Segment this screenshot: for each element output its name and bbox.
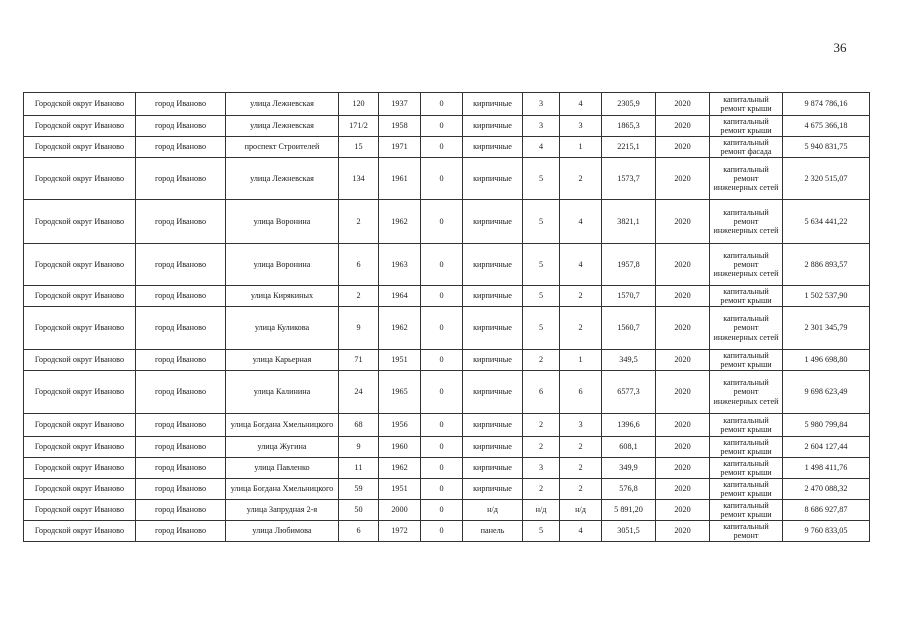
municipality-cell: Городской округ Иваново — [24, 244, 136, 286]
table-row — [24, 307, 870, 350]
cost-cell: 2 301 345,79 — [783, 307, 870, 350]
plan-year-cell: 2020 — [656, 307, 710, 350]
entrances-cell: 2 — [560, 307, 602, 350]
house-number-cell: 2 — [339, 200, 379, 244]
area-cell: 1560,7 — [602, 307, 656, 350]
wall-material-cell: кирпичные — [463, 158, 523, 200]
house-number-cell: 11 — [339, 458, 379, 479]
zero-value-cell: 0 — [421, 200, 463, 244]
house-number-cell: 24 — [339, 371, 379, 414]
city-cell: город Иваново — [136, 500, 226, 521]
plan-year-cell: 2020 — [656, 479, 710, 500]
street-cell: улица Воронина — [226, 200, 339, 244]
entrances-cell: 2 — [560, 286, 602, 307]
cost-cell: 8 686 927,87 — [783, 500, 870, 521]
area-cell: 2215,1 — [602, 137, 656, 158]
zero-value-cell: 0 — [421, 244, 463, 286]
street-cell: улица Любимова — [226, 521, 339, 542]
wall-material-cell: панель — [463, 521, 523, 542]
city-cell: город Иваново — [136, 286, 226, 307]
floors-cell: 2 — [523, 437, 560, 458]
plan-year-cell: 2020 — [656, 521, 710, 542]
floors-cell: 5 — [523, 200, 560, 244]
city-cell: город Иваново — [136, 350, 226, 371]
zero-value-cell: 0 — [421, 371, 463, 414]
municipality-cell: Городской округ Иваново — [24, 286, 136, 307]
house-number-cell: 2 — [339, 286, 379, 307]
cost-cell: 2 604 127,44 — [783, 437, 870, 458]
floors-cell: 3 — [523, 93, 560, 116]
house-number-cell: 50 — [339, 500, 379, 521]
city-cell: город Иваново — [136, 93, 226, 116]
plan-year-cell: 2020 — [656, 244, 710, 286]
cost-cell: 9 698 623,49 — [783, 371, 870, 414]
area-cell: 349,5 — [602, 350, 656, 371]
work-type-cell: капитальный ремонт крыши — [710, 93, 783, 116]
work-type-cell: капитальный ремонт крыши — [710, 350, 783, 371]
city-cell: город Иваново — [136, 244, 226, 286]
municipality-cell: Городской округ Иваново — [24, 93, 136, 116]
housing-repair-table — [23, 92, 870, 542]
street-cell: проспект Строителей — [226, 137, 339, 158]
cost-cell: 5 940 831,75 — [783, 137, 870, 158]
work-type-cell: капитальный ремонт инженерных сетей — [710, 244, 783, 286]
table-row — [24, 93, 870, 116]
plan-year-cell: 2020 — [656, 200, 710, 244]
wall-material-cell: кирпичные — [463, 200, 523, 244]
table-row — [24, 437, 870, 458]
municipality-cell: Городской округ Иваново — [24, 350, 136, 371]
table-row — [24, 414, 870, 437]
floors-cell: 2 — [523, 350, 560, 371]
street-cell: улица Калинина — [226, 371, 339, 414]
area-cell: 1865,3 — [602, 116, 656, 137]
wall-material-cell: кирпичные — [463, 458, 523, 479]
year-built-cell: 1962 — [379, 458, 421, 479]
wall-material-cell: кирпичные — [463, 137, 523, 158]
year-built-cell: 1963 — [379, 244, 421, 286]
year-built-cell: 1965 — [379, 371, 421, 414]
entrances-cell: 3 — [560, 116, 602, 137]
wall-material-cell: кирпичные — [463, 350, 523, 371]
table-row — [24, 350, 870, 371]
page-number: 36 — [833, 40, 847, 55]
house-number-cell: 59 — [339, 479, 379, 500]
area-cell: 1396,6 — [602, 414, 656, 437]
entrances-cell: н/д — [560, 500, 602, 521]
floors-cell: 3 — [523, 458, 560, 479]
city-cell: город Иваново — [136, 307, 226, 350]
table-row — [24, 500, 870, 521]
plan-year-cell: 2020 — [656, 137, 710, 158]
work-type-cell: капитальный ремонт крыши — [710, 437, 783, 458]
city-cell: город Иваново — [136, 371, 226, 414]
plan-year-cell: 2020 — [656, 437, 710, 458]
city-cell: город Иваново — [136, 521, 226, 542]
municipality-cell: Городской округ Иваново — [24, 137, 136, 158]
area-cell: 349,9 — [602, 458, 656, 479]
house-number-cell: 68 — [339, 414, 379, 437]
work-type-cell: капитальный ремонт крыши — [710, 286, 783, 307]
floors-cell: 3 — [523, 116, 560, 137]
year-built-cell: 1962 — [379, 200, 421, 244]
work-type-cell: капитальный ремонт инженерных сетей — [710, 200, 783, 244]
house-number-cell: 9 — [339, 437, 379, 458]
cost-cell: 1 496 698,80 — [783, 350, 870, 371]
street-cell: улица Жугина — [226, 437, 339, 458]
zero-value-cell: 0 — [421, 158, 463, 200]
floors-cell: 5 — [523, 286, 560, 307]
entrances-cell: 6 — [560, 371, 602, 414]
city-cell: город Иваново — [136, 458, 226, 479]
zero-value-cell: 0 — [421, 500, 463, 521]
house-number-cell: 71 — [339, 350, 379, 371]
year-built-cell: 2000 — [379, 500, 421, 521]
plan-year-cell: 2020 — [656, 500, 710, 521]
plan-year-cell: 2020 — [656, 414, 710, 437]
city-cell: город Иваново — [136, 200, 226, 244]
work-type-cell: капитальный ремонт крыши — [710, 116, 783, 137]
year-built-cell: 1960 — [379, 437, 421, 458]
year-built-cell: 1958 — [379, 116, 421, 137]
cost-cell: 1 498 411,76 — [783, 458, 870, 479]
year-built-cell: 1951 — [379, 479, 421, 500]
area-cell: 608,1 — [602, 437, 656, 458]
entrances-cell: 4 — [560, 200, 602, 244]
cost-cell: 2 320 515,07 — [783, 158, 870, 200]
city-cell: город Иваново — [136, 437, 226, 458]
zero-value-cell: 0 — [421, 93, 463, 116]
table-row — [24, 116, 870, 137]
cost-cell: 1 502 537,90 — [783, 286, 870, 307]
street-cell: улица Лежневская — [226, 93, 339, 116]
entrances-cell: 4 — [560, 93, 602, 116]
floors-cell: н/д — [523, 500, 560, 521]
work-type-cell: капитальный ремонт крыши — [710, 479, 783, 500]
municipality-cell: Городской округ Иваново — [24, 521, 136, 542]
table-row — [24, 458, 870, 479]
street-cell: улица Лежневская — [226, 116, 339, 137]
wall-material-cell: н/д — [463, 500, 523, 521]
wall-material-cell: кирпичные — [463, 93, 523, 116]
plan-year-cell: 2020 — [656, 350, 710, 371]
zero-value-cell: 0 — [421, 286, 463, 307]
house-number-cell: 134 — [339, 158, 379, 200]
table-body — [24, 93, 870, 542]
plan-year-cell: 2020 — [656, 458, 710, 479]
table-row — [24, 200, 870, 244]
street-cell: улица Павленко — [226, 458, 339, 479]
plan-year-cell: 2020 — [656, 286, 710, 307]
house-number-cell: 15 — [339, 137, 379, 158]
wall-material-cell: кирпичные — [463, 286, 523, 307]
work-type-cell: капитальный ремонт крыши — [710, 458, 783, 479]
zero-value-cell: 0 — [421, 521, 463, 542]
floors-cell: 5 — [523, 158, 560, 200]
entrances-cell: 3 — [560, 414, 602, 437]
cost-cell: 9 874 786,16 — [783, 93, 870, 116]
municipality-cell: Городской округ Иваново — [24, 437, 136, 458]
area-cell: 1573,7 — [602, 158, 656, 200]
street-cell: улица Богдана Хмельницкого — [226, 414, 339, 437]
municipality-cell: Городской округ Иваново — [24, 158, 136, 200]
entrances-cell: 4 — [560, 244, 602, 286]
house-number-cell: 6 — [339, 244, 379, 286]
table-row — [24, 286, 870, 307]
street-cell: улица Карьерная — [226, 350, 339, 371]
street-cell: улица Кирякиных — [226, 286, 339, 307]
table-row — [24, 371, 870, 414]
street-cell: улица Воронина — [226, 244, 339, 286]
floors-cell: 2 — [523, 414, 560, 437]
municipality-cell: Городской округ Иваново — [24, 371, 136, 414]
zero-value-cell: 0 — [421, 307, 463, 350]
zero-value-cell: 0 — [421, 350, 463, 371]
municipality-cell: Городской округ Иваново — [24, 479, 136, 500]
floors-cell: 4 — [523, 137, 560, 158]
house-number-cell: 9 — [339, 307, 379, 350]
year-built-cell: 1962 — [379, 307, 421, 350]
wall-material-cell: кирпичные — [463, 244, 523, 286]
cost-cell: 5 980 799,84 — [783, 414, 870, 437]
year-built-cell: 1972 — [379, 521, 421, 542]
work-type-cell: капитальный ремонт инженерных сетей — [710, 158, 783, 200]
floors-cell: 2 — [523, 479, 560, 500]
floors-cell: 6 — [523, 371, 560, 414]
area-cell: 1570,7 — [602, 286, 656, 307]
table-row — [24, 137, 870, 158]
municipality-cell: Городской округ Иваново — [24, 414, 136, 437]
plan-year-cell: 2020 — [656, 371, 710, 414]
floors-cell: 5 — [523, 307, 560, 350]
municipality-cell: Городской округ Иваново — [24, 116, 136, 137]
street-cell: улица Богдана Хмельницкого — [226, 479, 339, 500]
municipality-cell: Городской округ Иваново — [24, 458, 136, 479]
work-type-cell: капитальный ремонт крыши — [710, 500, 783, 521]
municipality-cell: Городской округ Иваново — [24, 500, 136, 521]
house-number-cell: 171/2 — [339, 116, 379, 137]
cost-cell: 2 470 088,32 — [783, 479, 870, 500]
table-row — [24, 479, 870, 500]
work-type-cell: капитальный ремонт инженерных сетей — [710, 371, 783, 414]
zero-value-cell: 0 — [421, 137, 463, 158]
year-built-cell: 1971 — [379, 137, 421, 158]
table-row — [24, 244, 870, 286]
cost-cell: 4 675 366,18 — [783, 116, 870, 137]
wall-material-cell: кирпичные — [463, 437, 523, 458]
wall-material-cell: кирпичные — [463, 116, 523, 137]
work-type-cell: капитальный ремонт — [710, 521, 783, 542]
year-built-cell: 1961 — [379, 158, 421, 200]
zero-value-cell: 0 — [421, 437, 463, 458]
street-cell: улица Лежневская — [226, 158, 339, 200]
cost-cell: 2 886 893,57 — [783, 244, 870, 286]
zero-value-cell: 0 — [421, 414, 463, 437]
entrances-cell: 1 — [560, 137, 602, 158]
work-type-cell: капитальный ремонт фасада — [710, 137, 783, 158]
entrances-cell: 1 — [560, 350, 602, 371]
street-cell: улица Запрудная 2-я — [226, 500, 339, 521]
city-cell: город Иваново — [136, 479, 226, 500]
entrances-cell: 2 — [560, 479, 602, 500]
entrances-cell: 2 — [560, 458, 602, 479]
zero-value-cell: 0 — [421, 116, 463, 137]
floors-cell: 5 — [523, 244, 560, 286]
wall-material-cell: кирпичные — [463, 479, 523, 500]
entrances-cell: 4 — [560, 521, 602, 542]
wall-material-cell: кирпичные — [463, 414, 523, 437]
area-cell: 2305,9 — [602, 93, 656, 116]
cost-cell: 5 634 441,22 — [783, 200, 870, 244]
year-built-cell: 1964 — [379, 286, 421, 307]
table-row — [24, 158, 870, 200]
cost-cell: 9 760 833,05 — [783, 521, 870, 542]
street-cell: улица Куликова — [226, 307, 339, 350]
year-built-cell: 1956 — [379, 414, 421, 437]
wall-material-cell: кирпичные — [463, 371, 523, 414]
plan-year-cell: 2020 — [656, 93, 710, 116]
floors-cell: 5 — [523, 521, 560, 542]
area-cell: 3821,1 — [602, 200, 656, 244]
work-type-cell: капитальный ремонт крыши — [710, 414, 783, 437]
city-cell: город Иваново — [136, 137, 226, 158]
zero-value-cell: 0 — [421, 479, 463, 500]
area-cell: 5 891,20 — [602, 500, 656, 521]
area-cell: 1957,8 — [602, 244, 656, 286]
city-cell: город Иваново — [136, 158, 226, 200]
area-cell: 576,8 — [602, 479, 656, 500]
city-cell: город Иваново — [136, 116, 226, 137]
plan-year-cell: 2020 — [656, 158, 710, 200]
entrances-cell: 2 — [560, 158, 602, 200]
wall-material-cell: кирпичные — [463, 307, 523, 350]
area-cell: 6577,3 — [602, 371, 656, 414]
entrances-cell: 2 — [560, 437, 602, 458]
municipality-cell: Городской округ Иваново — [24, 307, 136, 350]
table-row — [24, 521, 870, 542]
plan-year-cell: 2020 — [656, 116, 710, 137]
zero-value-cell: 0 — [421, 458, 463, 479]
year-built-cell: 1937 — [379, 93, 421, 116]
year-built-cell: 1951 — [379, 350, 421, 371]
municipality-cell: Городской округ Иваново — [24, 200, 136, 244]
work-type-cell: капитальный ремонт инженерных сетей — [710, 307, 783, 350]
area-cell: 3051,5 — [602, 521, 656, 542]
city-cell: город Иваново — [136, 414, 226, 437]
house-number-cell: 120 — [339, 93, 379, 116]
house-number-cell: 6 — [339, 521, 379, 542]
